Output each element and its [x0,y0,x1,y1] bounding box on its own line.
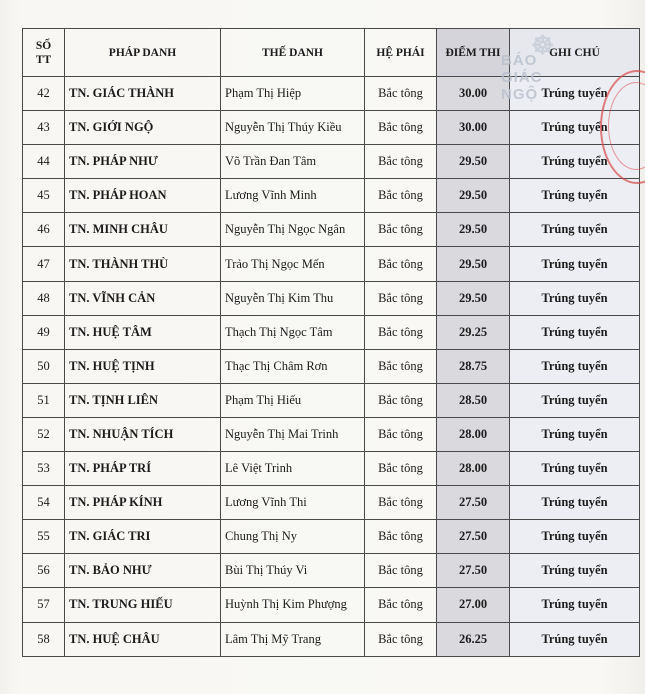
cell-stt: 52 [23,417,65,451]
header-he-phai: HỆ PHÁI [365,29,437,77]
cell-ghi-chu: Trúng tuyển [510,452,640,486]
table-row [23,179,640,213]
table-row [23,417,640,451]
header-phap-danh: PHÁP DANH [65,29,221,77]
header-row [23,29,640,77]
cell-the-danh: Phạm Thị Hiệp [221,77,365,111]
cell-the-danh: Nguyễn Thị Ngọc Ngân [221,213,365,247]
cell-phap-danh: TN. PHÁP TRÍ [65,452,221,486]
cell-ghi-chu: Trúng tuyển [510,281,640,315]
cell-stt: 42 [23,77,65,111]
cell-ghi-chu: Trúng tuyển [510,486,640,520]
cell-stt: 48 [23,281,65,315]
cell-he-phai: Bắc tông [365,213,437,247]
cell-ghi-chu: Trúng tuyển [510,622,640,656]
cell-phap-danh: TN. GIỚI NGỘ [65,111,221,145]
cell-diem-thi: 29.50 [437,213,510,247]
cell-phap-danh: TN. HUỆ TÂM [65,315,221,349]
cell-ghi-chu: Trúng tuyển [510,349,640,383]
table-row [23,622,640,656]
results-table [22,28,640,657]
cell-stt: 58 [23,622,65,656]
cell-the-danh: Lương Vĩnh Minh [221,179,365,213]
cell-phap-danh: TN. TỊNH LIÊN [65,383,221,417]
cell-stt: 53 [23,452,65,486]
cell-diem-thi: 29.50 [437,145,510,179]
table-row [23,315,640,349]
header-diem-thi: ĐIỂM THI [437,29,510,77]
cell-diem-thi: 27.50 [437,520,510,554]
table-row [23,383,640,417]
cell-diem-thi: 28.50 [437,383,510,417]
table-row [23,486,640,520]
cell-diem-thi: 30.00 [437,77,510,111]
header-stt [23,29,65,77]
cell-diem-thi: 29.50 [437,247,510,281]
cell-stt: 43 [23,111,65,145]
cell-the-danh: Trảo Thị Ngọc Mến [221,247,365,281]
cell-he-phai: Bắc tông [365,486,437,520]
table-row [23,145,640,179]
cell-he-phai: Bắc tông [365,315,437,349]
cell-ghi-chu: Trúng tuyển [510,111,640,145]
cell-he-phai: Bắc tông [365,349,437,383]
cell-ghi-chu: Trúng tuyển [510,145,640,179]
cell-the-danh: Huỳnh Thị Kim Phượng [221,588,365,622]
table-row [23,247,640,281]
cell-stt: 46 [23,213,65,247]
cell-ghi-chu: Trúng tuyển [510,315,640,349]
cell-he-phai: Bắc tông [365,588,437,622]
cell-diem-thi: 27.50 [437,554,510,588]
cell-the-danh: Thạc Thị Châm Rơn [221,349,365,383]
cell-ghi-chu: Trúng tuyển [510,588,640,622]
cell-the-danh: Bùi Thị Thúy Vi [221,554,365,588]
cell-diem-thi: 28.00 [437,452,510,486]
cell-he-phai: Bắc tông [365,622,437,656]
cell-diem-thi: 29.50 [437,179,510,213]
cell-diem-thi: 26.25 [437,622,510,656]
cell-he-phai: Bắc tông [365,417,437,451]
cell-he-phai: Bắc tông [365,383,437,417]
table-row [23,554,640,588]
cell-he-phai: Bắc tông [365,247,437,281]
cell-phap-danh: TN. NHUẬN TÍCH [65,417,221,451]
cell-phap-danh: TN. VĨNH CẢN [65,281,221,315]
cell-the-danh: Lê Việt Trinh [221,452,365,486]
cell-stt: 54 [23,486,65,520]
cell-diem-thi: 27.50 [437,486,510,520]
cell-ghi-chu: Trúng tuyển [510,520,640,554]
cell-he-phai: Bắc tông [365,554,437,588]
cell-ghi-chu: Trúng tuyển [510,179,640,213]
cell-diem-thi: 30.00 [437,111,510,145]
cell-he-phai: Bắc tông [365,77,437,111]
table-row [23,213,640,247]
cell-stt: 51 [23,383,65,417]
cell-phap-danh: TN. HUỆ CHÂU [65,622,221,656]
cell-phap-danh: TN. PHÁP KÍNH [65,486,221,520]
cell-ghi-chu: Trúng tuyển [510,417,640,451]
cell-he-phai: Bắc tông [365,452,437,486]
cell-ghi-chu: Trúng tuyển [510,554,640,588]
cell-phap-danh: TN. PHÁP HOAN [65,179,221,213]
cell-ghi-chu: Trúng tuyển [510,77,640,111]
cell-he-phai: Bắc tông [365,520,437,554]
header-the-danh: THẾ DANH [221,29,365,77]
cell-phap-danh: TN. THÀNH THÙ [65,247,221,281]
cell-phap-danh: TN. GIÁC THÀNH [65,77,221,111]
cell-stt: 50 [23,349,65,383]
cell-ghi-chu: Trúng tuyển [510,213,640,247]
cell-diem-thi: 29.50 [437,281,510,315]
cell-stt: 55 [23,520,65,554]
cell-the-danh: Võ Trần Đan Tâm [221,145,365,179]
cell-phap-danh: TN. BẢO NHƯ [65,554,221,588]
cell-phap-danh: TN. GIÁC TRI [65,520,221,554]
cell-phap-danh: TN. PHÁP NHƯ [65,145,221,179]
cell-stt: 44 [23,145,65,179]
cell-he-phai: Bắc tông [365,179,437,213]
cell-the-danh: Nguyễn Thị Mai Trinh [221,417,365,451]
cell-diem-thi: 28.00 [437,417,510,451]
watermark-logo-icon: ☸ [531,30,556,60]
cell-the-danh: Nguyễn Thị Thúy Kiều [221,111,365,145]
cell-stt: 49 [23,315,65,349]
header-stt-line1: SỐ [35,39,52,52]
header-stt-line2: TT [35,53,52,66]
table-row [23,281,640,315]
table-row [23,77,640,111]
cell-ghi-chu: Trúng tuyển [510,383,640,417]
cell-the-danh: Lương Vĩnh Thi [221,486,365,520]
table-row [23,588,640,622]
table-row [23,452,640,486]
cell-the-danh: Chung Thị Ny [221,520,365,554]
cell-the-danh: Phạm Thị Hiếu [221,383,365,417]
cell-stt: 47 [23,247,65,281]
cell-he-phai: Bắc tông [365,145,437,179]
watermark-text: BÁO GIÁC NGỘ [501,52,543,103]
cell-phap-danh: TN. MINH CHÂU [65,213,221,247]
cell-diem-thi: 29.25 [437,315,510,349]
table-row [23,520,640,554]
cell-phap-danh: TN. TRUNG HIẾU [65,588,221,622]
table-body [23,77,640,657]
cell-he-phai: Bắc tông [365,281,437,315]
cell-diem-thi: 28.75 [437,349,510,383]
cell-stt: 57 [23,588,65,622]
cell-the-danh: Lâm Thị Mỹ Trang [221,622,365,656]
cell-ghi-chu: Trúng tuyển [510,247,640,281]
cell-he-phai: Bắc tông [365,111,437,145]
table-row [23,349,640,383]
cell-stt: 45 [23,179,65,213]
table-row [23,111,640,145]
cell-diem-thi: 27.00 [437,588,510,622]
cell-stt: 56 [23,554,65,588]
header-ghi-chu: GHI CHÚ [510,29,640,77]
cell-the-danh: Nguyễn Thị Kim Thu [221,281,365,315]
table-header [23,29,640,77]
cell-the-danh: Thạch Thị Ngọc Tâm [221,315,365,349]
cell-phap-danh: TN. HUỆ TỊNH [65,349,221,383]
